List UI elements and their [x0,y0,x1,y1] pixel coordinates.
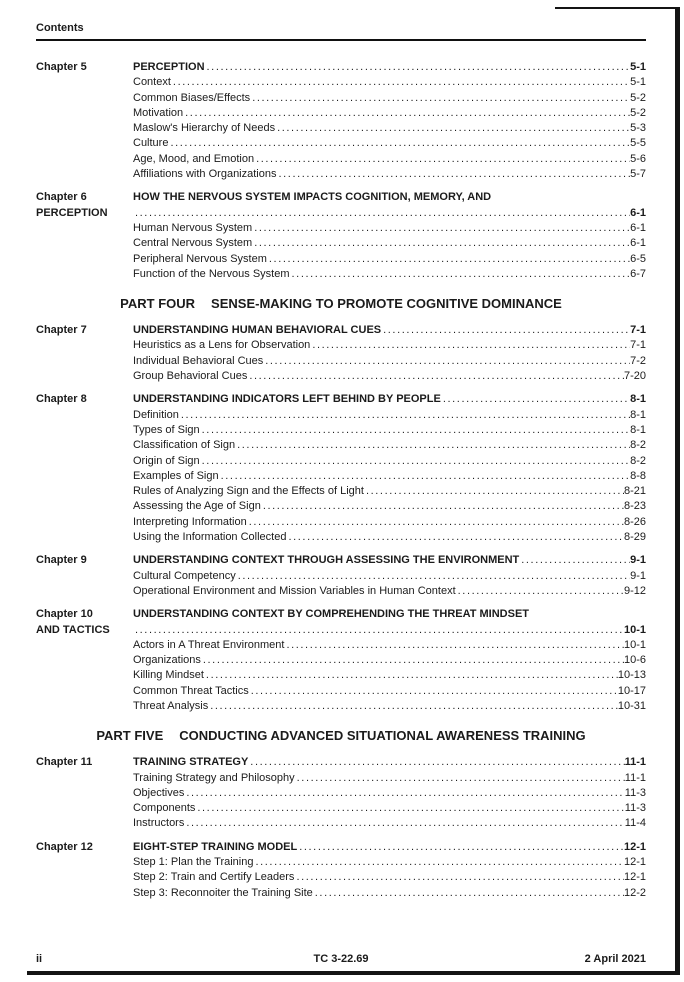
entry-page-number: 9-1 [630,569,646,582]
toc-entry-row [36,75,646,90]
chapter-heading-row [36,607,646,622]
chapter-heading-row [36,392,646,407]
entry-title: Context [133,76,171,89]
dot-leader [205,60,631,75]
dot-leader [250,91,630,106]
entry-page-number: 5-6 [630,152,646,165]
chapter-page-number: 5-1 [630,61,646,73]
entry-title: Rules of Analyzing Sign and the Effects of Light [133,485,364,498]
entry-page-number: 10-6 [623,654,646,667]
entry-title: Motivation [133,106,184,119]
dot-leader [200,454,630,469]
entry-title: Training Strategy and Philosophy [133,771,295,784]
toc-entry-row [36,569,646,584]
toc-entry-row [36,771,646,786]
chapter-heading-row [36,323,646,338]
dot-leader [284,638,624,653]
entry-page-number: 8-29 [623,531,646,544]
entry-page-number: 10-17 [617,684,646,697]
dot-leader [208,699,618,714]
chapter-block [36,392,646,545]
toc-entry-row [36,786,646,801]
chapter-label: Chapter 9 [36,554,87,567]
entry-page-number: 6-1 [630,237,646,250]
chapter-heading-row [36,553,646,568]
part-heading [36,295,646,312]
chapter-heading-row [36,60,646,75]
chapter-heading-row [36,755,646,770]
dot-leader [261,499,624,514]
dot-leader [184,786,624,801]
part-label: PART FIVE [96,728,164,744]
chapter-page-number: 10-1 [623,623,646,636]
dot-leader [247,515,624,530]
entry-page-number: 11-1 [624,771,646,784]
dot-leader [254,152,630,167]
entry-page-number: 10-13 [617,669,646,682]
toc-entry-row [36,252,646,267]
chapter-page-number: 12-1 [623,840,646,853]
page-footer [36,953,646,965]
chapter-page-number: 6-1 [630,206,646,219]
entry-title: Age, Mood, and Emotion [133,152,255,165]
entry-page-number: 8-1 [630,408,646,421]
chapter-label: Chapter 7 [36,324,87,337]
entry-title: Examples of Sign [133,469,219,482]
chapter-title: UNDERSTANDING INDICATORS LEFT BEHIND BY PEOPLE [133,393,441,406]
entry-title: Assessing the Age of Sign [133,500,261,513]
toc-entry-row [36,267,646,282]
toc-entry-row [36,438,646,453]
dot-leader [276,167,630,182]
dot-leader [183,106,630,121]
dot-leader [235,438,630,453]
entry-page-number: 5-2 [630,91,646,104]
footer-doc-number: TC 3-22.69 [313,953,369,965]
toc-entry-row [36,354,646,369]
chapter-heading-row [36,190,646,205]
toc-entry-row [36,369,646,384]
entry-page-number: 7-1 [630,339,646,352]
chapter-label: Chapter 5 [36,61,87,73]
toc-entry-row [36,91,646,106]
part-title: SENSE-MAKING TO PROMOTE COGNITIVE DOMINANCE [211,296,562,312]
entry-page-number: 12-1 [623,856,646,869]
entry-title: Instructors [133,817,185,830]
entry-page-number: 8-23 [623,500,646,513]
dot-leader [252,221,630,236]
dot-leader [290,267,631,282]
scan-edge-bottom [27,971,680,975]
entry-page-number: 5-5 [630,137,646,150]
toc-entry-row [36,408,646,423]
entry-title: Group Behavioral Cues [133,370,248,383]
entry-title: Culture [133,137,169,150]
toc-entry-row [36,653,646,668]
entry-title: Interpreting Information [133,515,247,528]
chapter-title: UNDERSTANDING HUMAN BEHAVIORAL CUES [133,324,382,337]
toc-entry-row [36,423,646,438]
entry-page-number: 10-1 [623,638,646,651]
entry-title: Components [133,802,196,815]
chapter-wrap-label: AND TACTICS [36,623,110,636]
entry-title: Organizations [133,654,201,667]
chapter-label: Chapter 10 [36,608,93,621]
header-title: Contents [36,22,84,34]
entry-page-number: 11-3 [624,786,646,799]
entry-title: Origin of Sign [133,454,200,467]
dot-leader [248,755,624,770]
dot-leader [249,684,618,699]
entry-page-number: 8-21 [623,485,646,498]
toc-entry-row [36,886,646,901]
entry-title: Types of Sign [133,423,200,436]
dot-leader [201,653,624,668]
chapter-block [36,840,646,901]
dot-leader [253,855,624,870]
page-content [36,22,646,909]
chapter-title: EIGHT-STEP TRAINING MODEL [133,840,298,853]
chapter-block [36,190,646,282]
toc-entry-row [36,106,646,121]
dot-leader [267,252,630,267]
entry-title: Using the Information Collected [133,531,287,544]
running-header [36,22,646,41]
dot-leader [381,323,630,338]
entry-page-number: 11-3 [624,802,646,815]
entry-page-number: 5-1 [630,76,646,89]
entry-title: Threat Analysis [133,699,209,712]
dot-leader [236,569,630,584]
chapter-title: TRAINING STRATEGY [133,756,249,769]
entry-page-number: 6-7 [630,267,646,280]
entry-page-number: 11-4 [624,817,646,830]
toc-entry-row [36,668,646,683]
chapter-heading-row [36,840,646,855]
entry-page-number: 10-31 [617,699,646,712]
entry-page-number: 7-20 [623,370,646,383]
toc-entry-row [36,221,646,236]
entry-title: Step 1: Plan the Training [133,856,254,869]
chapter-label: Chapter 8 [36,393,87,406]
toc-entry-row [36,855,646,870]
entry-title: Definition [133,408,179,421]
footer-page-number: ii [36,953,43,965]
entry-title: Maslow's Hierarchy of Needs [133,122,276,135]
toc-entry-row [36,469,646,484]
toc-entry-row [36,638,646,653]
toc-entry-row [36,236,646,251]
dot-leader [171,75,630,90]
entry-page-number: 5-3 [630,122,646,135]
dot-leader [184,816,624,831]
scan-edge-right [675,7,680,975]
entry-page-number: 12-2 [623,886,646,899]
entry-page-number: 6-5 [630,252,646,265]
dot-leader [195,801,624,816]
dot-leader [179,408,630,423]
entry-page-number: 12-1 [623,871,646,884]
entry-page-number: 9-12 [623,584,646,597]
entry-title: Cultural Competency [133,569,236,582]
entry-page-number: 5-7 [630,168,646,181]
chapter-page-number: 11-1 [624,756,646,769]
chapter-wrap-label: PERCEPTION [36,206,108,219]
dot-leader [297,840,624,855]
entry-title: Step 2: Train and Certify Leaders [133,871,295,884]
entry-title: Killing Mindset [133,669,204,682]
toc-entry-row [36,801,646,816]
toc-entry-row [36,136,646,151]
part-heading [36,727,646,744]
dot-leader [294,870,624,885]
entry-title: Peripheral Nervous System [133,252,267,265]
toc-entry-row [36,484,646,499]
entry-title: Objectives [133,786,185,799]
toc-entry-row [36,121,646,136]
dot-leader [204,668,618,683]
entry-title: Heuristics as a Lens for Observation [133,339,311,352]
toc-entry-row [36,152,646,167]
chapter-title: UNDERSTANDING CONTEXT BY COMPREHENDING THE THREAT MINDSET [133,608,530,621]
dot-leader [263,354,630,369]
entry-title: Central Nervous System [133,237,253,250]
entry-page-number: 8-2 [630,454,646,467]
chapter-block [36,607,646,714]
toc-entry-row [36,530,646,545]
dot-leader [364,484,624,499]
entry-page-number: 6-1 [630,221,646,234]
toc-entry-row [36,499,646,514]
chapter-heading-wrap-row [36,623,646,638]
entry-title: Operational Environment and Mission Variables in Human Context [133,584,456,597]
dot-leader [313,886,624,901]
footer-date: 2 April 2021 [584,953,646,965]
chapter-block [36,553,646,599]
chapter-title: PERCEPTION [133,61,205,73]
toc-entry-row [36,167,646,182]
toc-entry-row [36,870,646,885]
entry-title: Common Biases/Effects [133,91,251,104]
dot-leader [200,423,630,438]
dot-leader [295,771,625,786]
toc-entry-row [36,684,646,699]
entry-page-number: 5-2 [630,106,646,119]
toc-entry-row [36,584,646,599]
toc-entry-row [36,816,646,831]
entry-title: Affiliations with Organizations [133,168,277,181]
dot-leader [133,206,630,221]
dot-leader [133,623,624,638]
scan-edge-top [555,7,680,9]
entry-title: Common Threat Tactics [133,684,249,697]
chapter-page-number: 7-1 [630,324,646,337]
chapter-page-number: 9-1 [630,554,646,567]
entry-page-number: 8-2 [630,439,646,452]
entry-page-number: 8-1 [630,423,646,436]
chapter-block [36,323,646,384]
entry-page-number: 7-2 [630,354,646,367]
chapter-title: HOW THE NERVOUS SYSTEM IMPACTS COGNITION, MEMORY, AND [133,191,492,204]
chapter-title: UNDERSTANDING CONTEXT THROUGH ASSESSING THE ENVIRONMENT [133,554,520,567]
part-label: PART FOUR [120,296,196,312]
toc-entry-row [36,454,646,469]
entry-page-number: 8-26 [623,515,646,528]
chapter-label: Chapter 11 [36,756,93,769]
toc-entry-row [36,338,646,353]
chapter-block [36,755,646,831]
dot-leader [441,392,630,407]
dot-leader [456,584,624,599]
dot-leader [519,553,630,568]
chapter-label: Chapter 6 [36,191,87,204]
dot-leader [219,469,630,484]
entry-title: Step 3: Reconnoiter the Training Site [133,886,313,899]
dot-leader [310,338,630,353]
entry-title: Function of the Nervous System [133,267,290,280]
entry-title: Individual Behavioral Cues [133,354,264,367]
chapter-label: Chapter 12 [36,840,93,853]
chapter-heading-wrap-row [36,206,646,221]
chapter-page-number: 8-1 [630,393,646,406]
dot-leader [275,121,630,136]
dot-leader [168,136,630,151]
dot-leader [252,236,630,251]
dot-leader [247,369,624,384]
toc-entry-row [36,699,646,714]
part-title: CONDUCTING ADVANCED SITUATIONAL AWARENESS TRAINING [179,728,586,744]
entry-page-number: 8-8 [630,469,646,482]
entry-title: Classification of Sign [133,439,236,452]
entry-title: Actors in A Threat Environment [133,638,285,651]
dot-leader [286,530,624,545]
chapter-block [36,60,646,182]
toc-entry-row [36,515,646,530]
entry-title: Human Nervous System [133,221,253,234]
table-of-contents [36,60,646,901]
